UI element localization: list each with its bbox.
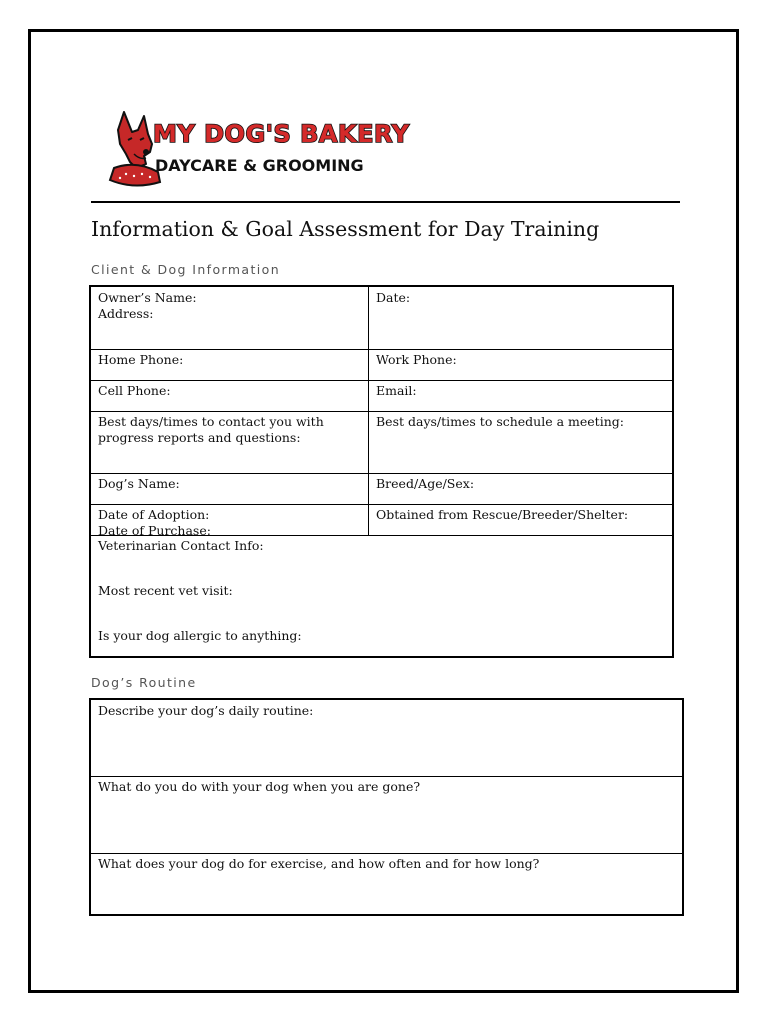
row-divider	[91, 380, 672, 381]
owner-name-label: Owner’s Name:	[98, 290, 197, 305]
when-gone-label: What do you do with your dog when you are gone?	[98, 779, 421, 794]
home-phone-label: Home Phone:	[98, 352, 184, 367]
logo-tagline: DAYCARE & GROOMING	[155, 156, 364, 175]
date-of-purchase-label: Date of Purchase:	[98, 522, 211, 538]
header-divider	[91, 201, 680, 203]
row-divider	[91, 349, 672, 350]
contact-times-field-label	[98, 414, 324, 445]
page-title: Information & Goal Assessment for Day Training	[91, 217, 600, 241]
breed-age-sex-label: Breed/Age/Sex:	[376, 476, 475, 491]
recent-vet-visit-label: Most recent vet visit:	[98, 583, 233, 598]
exercise-label: What does your dog do for exercise, and how often and for how long?	[98, 856, 540, 871]
meeting-times-label: Best days/times to schedule a meeting:	[376, 414, 624, 429]
daily-routine-label: Describe your dog’s daily routine:	[98, 703, 314, 718]
section-heading-routine: Dog’s Routine	[91, 675, 197, 690]
email-label: Email:	[376, 383, 417, 398]
vet-contact-label: Veterinarian Contact Info:	[98, 538, 264, 553]
row-divider	[91, 473, 672, 474]
work-phone-label: Work Phone:	[376, 352, 457, 367]
contact-times-label-line1: Best days/times to contact you with	[98, 414, 324, 429]
contact-times-label-line2: progress reports and questions:	[98, 429, 301, 445]
cell-phone-label: Cell Phone:	[98, 383, 171, 398]
adoption-purchase-field-label	[98, 507, 211, 538]
client-dog-info-table	[89, 285, 674, 658]
date-of-adoption-label: Date of Adoption:	[98, 507, 210, 522]
row-divider	[91, 504, 672, 505]
dog-routine-table	[89, 698, 684, 916]
section-heading-client-dog: Client & Dog Information	[91, 262, 281, 277]
owner-name-field-label	[98, 290, 197, 321]
date-label: Date:	[376, 290, 411, 305]
dog-name-label: Dog’s Name:	[98, 476, 180, 491]
logo-wordmark: MY DOG'S BAKERY	[153, 120, 410, 148]
row-divider	[91, 411, 672, 412]
company-logo	[106, 110, 410, 190]
address-label: Address:	[98, 305, 154, 321]
row-divider	[91, 776, 682, 777]
row-divider	[91, 853, 682, 854]
obtained-from-label: Obtained from Rescue/Breeder/Shelter:	[376, 507, 629, 522]
allergies-label: Is your dog allergic to anything:	[98, 628, 302, 643]
